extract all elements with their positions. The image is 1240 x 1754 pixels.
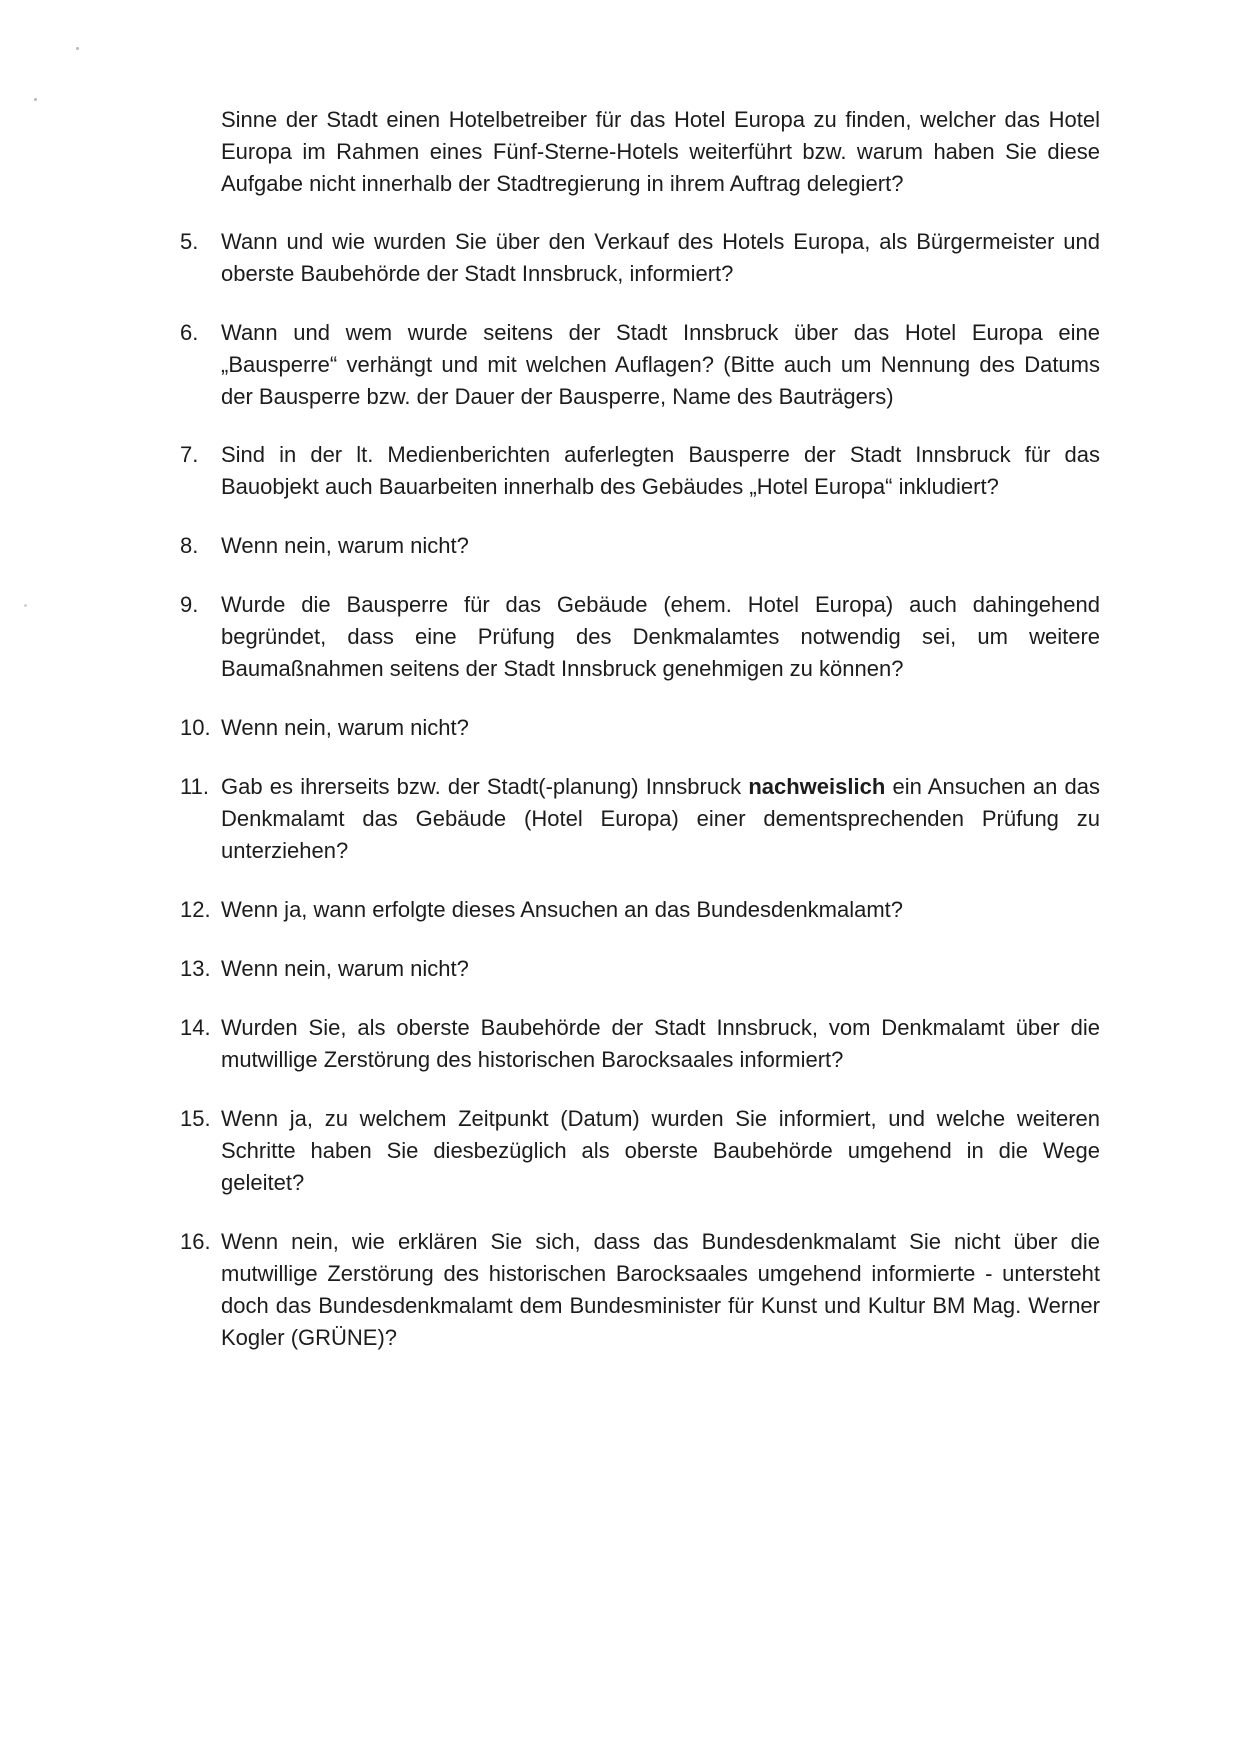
question-number: 9. <box>180 592 199 617</box>
question-number: 12. <box>180 897 211 922</box>
question-item <box>180 953 1100 985</box>
question-text: Wenn nein, warum nicht? <box>221 715 469 740</box>
question-item <box>180 771 1100 867</box>
question-number: 5. <box>180 229 199 254</box>
question-number: 7. <box>180 442 199 467</box>
emphasis-nachweislich: nachweislich <box>748 774 886 799</box>
question-text: Wurde die Bausperre für das Gebäude (ehem. Hotel Europa) auch dahingehend begründet, dass eine Prüfung des Denkmalamtes notwendig sei, um weitere Baumaßnahmen seitens der Stadt Innsbruck genehmigen zu können? <box>221 592 1100 681</box>
intro-paragraph: Sinne der Stadt einen Hotelbetreiber für das Hotel Europa zu finden, welcher das Hotel Europa im Rahmen eines Fünf-Sterne-Hotels weiterführt bzw. warum haben Sie diese Aufgabe nicht innerhalb der Stadtregierung in ihrem Auftrag delegiert? <box>221 107 1100 196</box>
question-number: 11. <box>180 774 209 799</box>
question-text-start: Gab es ihrerseits bzw. der Stadt(-planung) Innsbruck <box>221 774 749 799</box>
question-text-end: ein Ansuchen an das Denkmalamt das Gebäude (Hotel Europa) einer dementsprechenden Prüfung zu unterziehen? <box>221 774 1100 863</box>
question-number: 14. <box>180 1015 211 1040</box>
question-item <box>180 1103 1100 1199</box>
question-item <box>180 439 1100 503</box>
scan-speck <box>34 98 37 101</box>
question-text: Sind in der lt. Medienberichten auferlegten Bausperre der Stadt Innsbruck für das Bauobjekt auch Bauarbeiten innerhalb des Gebäudes „Hotel Europa“ inkludiert? <box>221 442 1100 499</box>
question-text: Wann und wem wurde seitens der Stadt Innsbruck über das Hotel Europa eine „Bausperre“ verhängt und mit welchen Auflagen? (Bitte auch um Nennung des Datums der Bausperre bzw. der Dauer der Bausperre, Name des Bauträgers) <box>221 320 1100 409</box>
question-item <box>180 712 1100 744</box>
question-text: Wenn ja, wann erfolgte dieses Ansuchen an das Bundesdenkmalamt? <box>221 897 904 922</box>
question-item <box>180 530 1100 562</box>
question-text: Wenn nein, wie erklären Sie sich, dass das Bundesdenkmalamt Sie nicht über die mutwillige Zerstörung des historischen Barocksaales umgehend informierte - untersteht doch das Bundesdenkmalamt dem Bundesminister für Kunst und Kultur BM Mag. Werner Kogler (GRÜNE)? <box>221 1229 1100 1350</box>
question-number: 13. <box>180 956 211 981</box>
question-item <box>180 226 1100 290</box>
question-item <box>180 1012 1100 1076</box>
question-number: 16. <box>180 1229 211 1254</box>
question-number: 6. <box>180 320 199 345</box>
question-number: 10. <box>180 715 211 740</box>
question-text: Wann und wie wurden Sie über den Verkauf des Hotels Europa, als Bürgermeister und oberste Baubehörde der Stadt Innsbruck, informiert? <box>221 229 1100 286</box>
question-text: Wenn nein, warum nicht? <box>221 956 469 981</box>
question-text: Wenn ja, zu welchem Zeitpunkt (Datum) wurden Sie informiert, und welche weiteren Schritte haben Sie diesbezüglich als oberste Baubehörde umgehend in die Wege geleitet? <box>221 1106 1100 1195</box>
question-number: 15. <box>180 1106 211 1131</box>
question-text: Wurden Sie, als oberste Baubehörde der Stadt Innsbruck, vom Denkmalamt über die mutwillige Zerstörung des historischen Barocksaales informiert? <box>221 1015 1100 1072</box>
question-text: Wenn nein, warum nicht? <box>221 533 469 558</box>
document-body <box>180 104 1100 1354</box>
question-number: 8. <box>180 533 199 558</box>
question-text <box>221 771 1100 867</box>
scan-speck <box>24 604 27 607</box>
question-item <box>180 894 1100 926</box>
question-item <box>180 317 1100 413</box>
scan-speck <box>76 47 79 50</box>
question-item <box>180 1226 1100 1354</box>
question-item <box>180 589 1100 685</box>
